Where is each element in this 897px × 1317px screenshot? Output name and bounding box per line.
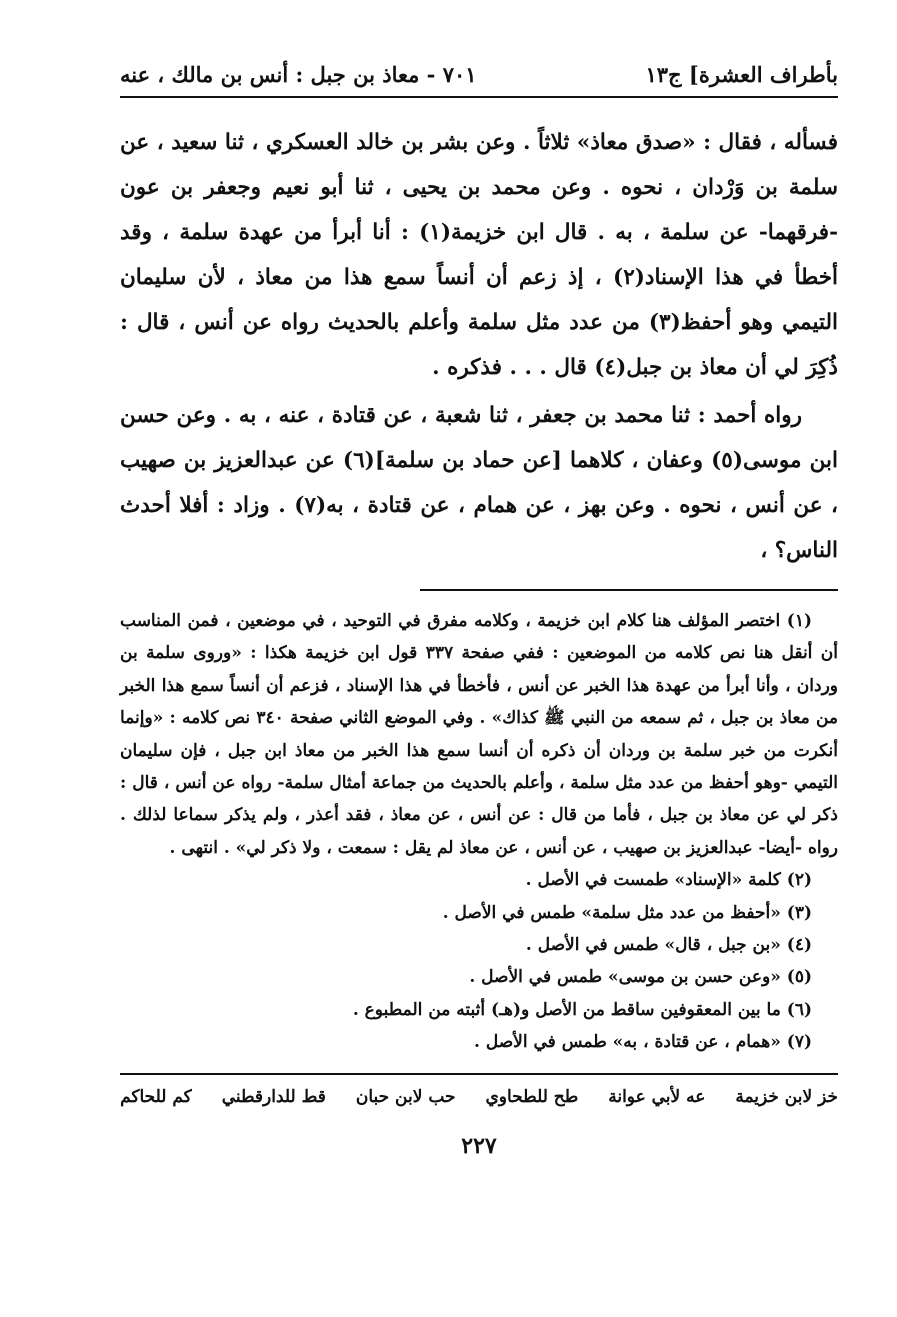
main-paragraph-2: رواه أحمد : ثنا محمد بن جعفر ، ثنا شعبة ، عن قتادة ، عنه ، به . وعن حسن ابن موسى(٥) وعفان ، كلاهما [عن حماد بن سلمة](٦) عن عبدالعزيز بن صهيب ، عن أنس ، نحوه . وعن بهز ، عن همام ، عن قتادة ، به(٧) . وزاد : أفلا أحدث الناس؟ ،	[120, 403, 839, 563]
abbreviation-code: قط	[301, 1086, 326, 1107]
abbreviation-code: حب	[428, 1086, 456, 1107]
footnotes	[120, 605, 838, 1059]
footnote-2: (٢) كلمة «الإسناد» طمست في الأصل .	[525, 870, 812, 891]
footnote-5: (٥) «وعن حسن بن موسى» طمس في الأصل .	[469, 967, 812, 988]
abbreviation-item	[120, 1087, 192, 1107]
abbreviation-item	[485, 1087, 578, 1107]
abbreviation-name: للطحاوي	[485, 1086, 548, 1107]
abbreviation-item	[608, 1087, 705, 1107]
abbreviation-name: لابن حبان	[355, 1086, 423, 1107]
abbreviation-item	[222, 1087, 326, 1107]
abbreviation-name: لأبي عوانة	[608, 1086, 681, 1107]
main-paragraph-1: فسأله ، فقال : «صدق معاذ» ثلاثاً . وعن بشر بن خالد العسكري ، ثنا سعيد ، عن سلمة بن وَرْدان ، نحوه . وعن محمد بن يحيى ، ثنا أبو نعيم وجعفر بن عون -فرقهما- عن سلمة ، به . قال ابن خزيمة(١) : أنا أبرأ من عهدة سلمة ، وقد أخطأ في هذا الإسناد(٢) ، إذ زعم أن أنساً سمع هذا من معاذ ، لأن سليمان التيمي وهو أحفظ(٣) من عدد مثل سلمة وأعلم بالحديث رواه عن أنس ، قال : ذُكِرَ لي أن معاذ بن جبل(٤) قال . . . فذكره .	[120, 130, 839, 380]
footnote-6: (٦) ما بين المعقوفين ساقط من الأصل و(هـ) أثبته من المطبوع .	[352, 999, 812, 1020]
abbreviation-code: كم	[172, 1086, 192, 1107]
main-text	[120, 120, 838, 573]
footnote-4: (٤) «بن جبل ، قال» طمس في الأصل .	[525, 935, 812, 956]
footnote-3: (٣) «أحفظ من عدد مثل سلمة» طمس في الأصل .	[442, 902, 812, 923]
abbreviation-name: للحاكم	[120, 1086, 167, 1107]
abbreviation-code: خز	[818, 1086, 838, 1107]
bottom-rule	[120, 1073, 838, 1075]
abbreviation-code: طح	[553, 1086, 579, 1107]
abbreviation-item	[735, 1087, 838, 1107]
abbreviation-key	[120, 1087, 838, 1107]
abbreviation-name: لابن خزيمة	[735, 1086, 813, 1107]
header-hadith-title: ٧٠١ - معاذ بن جبل : أنس بن مالك ، عنه	[120, 61, 477, 87]
page-number: ٢٢٧	[461, 1132, 497, 1159]
footnote-divider	[420, 589, 838, 591]
footnote-7: (٧) «همام ، عن قتادة ، به» طمس في الأصل .	[474, 1032, 812, 1053]
abbreviation-code: عه	[686, 1086, 706, 1107]
abbreviation-name: للدارقطني	[221, 1086, 296, 1107]
book-page	[120, 52, 838, 1272]
abbreviation-item	[356, 1087, 456, 1107]
footnote-1: (١) اختصر المؤلف هنا كلام ابن خزيمة ، وكلامه مفرق في التوحيد ، في موضعين ، فمن المناسب أن أنقل هنا نص كلامه من الموضعين : ففي صفحة ٣٣٧ قول ابن خزيمة هكذا : «وروى سلمة بن وردان ، وأنا أبرأ من عهدة هذا الخبر عن أنس ، فأخطأ في هذا الإسناد ، فزعم أن أنساً سمع هذا الخبر من معاذ بن جبل ، ثم سمعه من النبي ﷺ كذاك» . وفي الموضع الثاني صفحة ٣٤٠ نص كلامه : «وإنما أنكرت من خبر سلمة بن وردان أن ذكره أن أنسا سمع هذا الخبر من معاذ ابن جبل ، فإن سليمان التيمي -وهو أحفظ من عدد مثل سلمة ، وأعلم بالحديث من جماعة أمثال سلمة- رواه عن أنس ، قال : ذكر لي عن معاذ بن جبل ، فأما من قال : عن أنس ، عن معاذ ، فقد أعذر ، ولم يذكر سماعا لذلك . رواه -أيضا- عبدالعزيز بن صهيب ، عن أنس ، عن معاذ لم يقل : سمعت ، ولا ذكر لي» . انتهى .	[120, 611, 839, 858]
running-header	[120, 52, 838, 98]
header-volume-title: بأطراف العشرة] ج١٣	[645, 61, 838, 87]
